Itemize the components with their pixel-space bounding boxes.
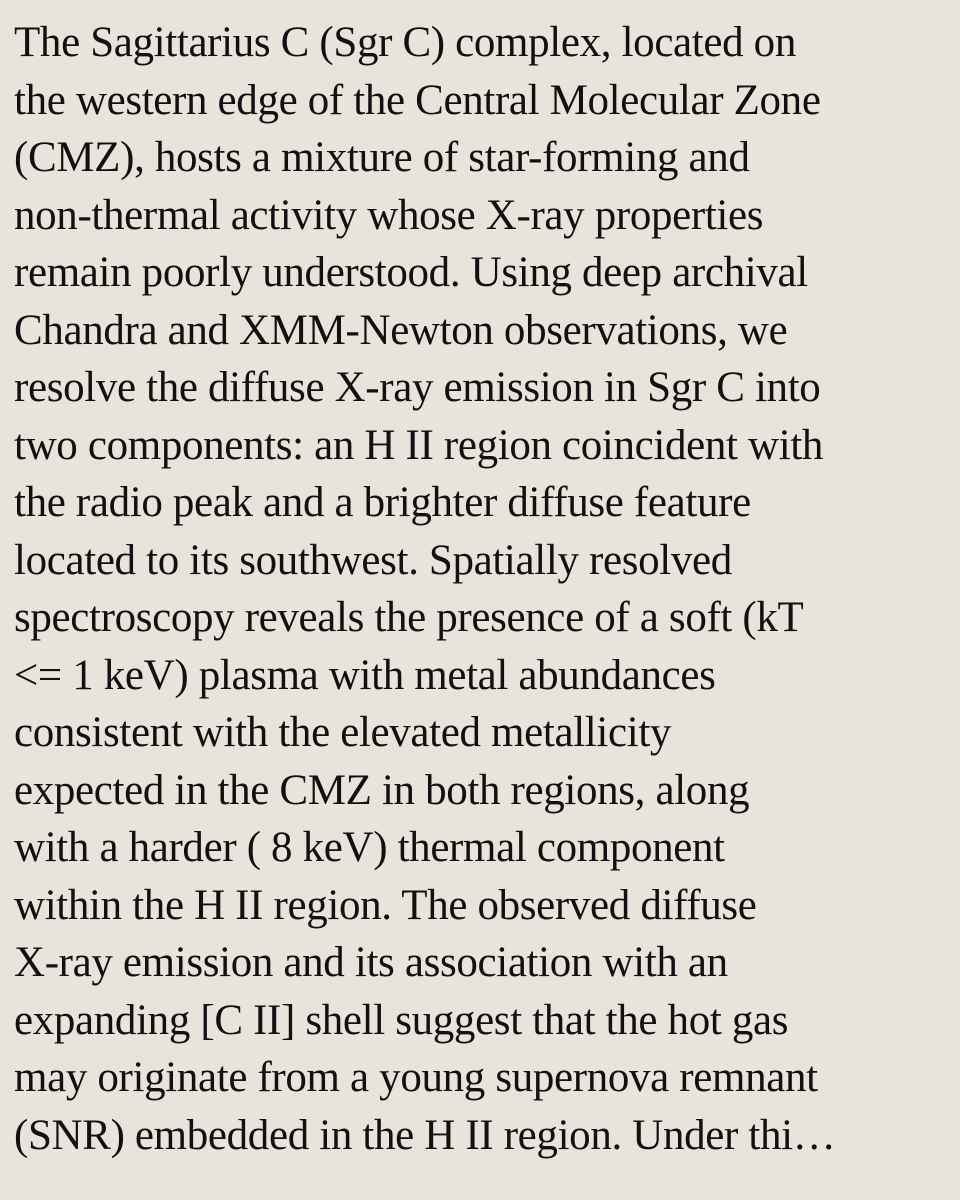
text-line: X-ray emission and its association with an: [14, 939, 728, 986]
text-line: with a harder ( 8 keV) thermal component: [14, 824, 725, 871]
text-line: resolve the diffuse X-ray emission in Sgr C into: [14, 364, 821, 411]
text-line: non-thermal activity whose X-ray properties: [14, 191, 764, 239]
text-line: <= 1 keV) plasma with metal abundances: [14, 651, 716, 699]
text-line: expected in the CMZ in both regions, along: [14, 766, 750, 814]
text-line: expanding [C II] shell suggest that the hot gas: [14, 996, 789, 1044]
text-line: remain poorly understood. Using deep archival: [14, 249, 808, 296]
text-line: spectroscopy reveals the presence of a soft (kT: [14, 594, 804, 641]
abstract-text: [14, 14, 954, 1164]
text-line: within the H II region. The observed diffuse: [14, 881, 757, 929]
text-line: the western edge of the Central Molecular Zone: [14, 76, 821, 124]
text-line: located to its southwest. Spatially resolved: [14, 536, 732, 584]
text-line: (SNR) embedded in the H II region. Under thi…: [14, 1111, 836, 1159]
text-line: Chandra and XMM-Newton observations, we: [14, 306, 788, 354]
text-line: two components: an H II region coincident with: [14, 421, 824, 469]
text-line: The Sagittarius C (Sgr C) complex, located on: [14, 19, 796, 66]
text-line: (CMZ), hosts a mixture of star-forming and: [14, 134, 750, 181]
text-line: may originate from a young supernova remnant: [14, 1054, 818, 1101]
text-line: consistent with the elevated metallicity: [14, 709, 672, 756]
text-line: the radio peak and a brighter diffuse feature: [14, 479, 751, 526]
